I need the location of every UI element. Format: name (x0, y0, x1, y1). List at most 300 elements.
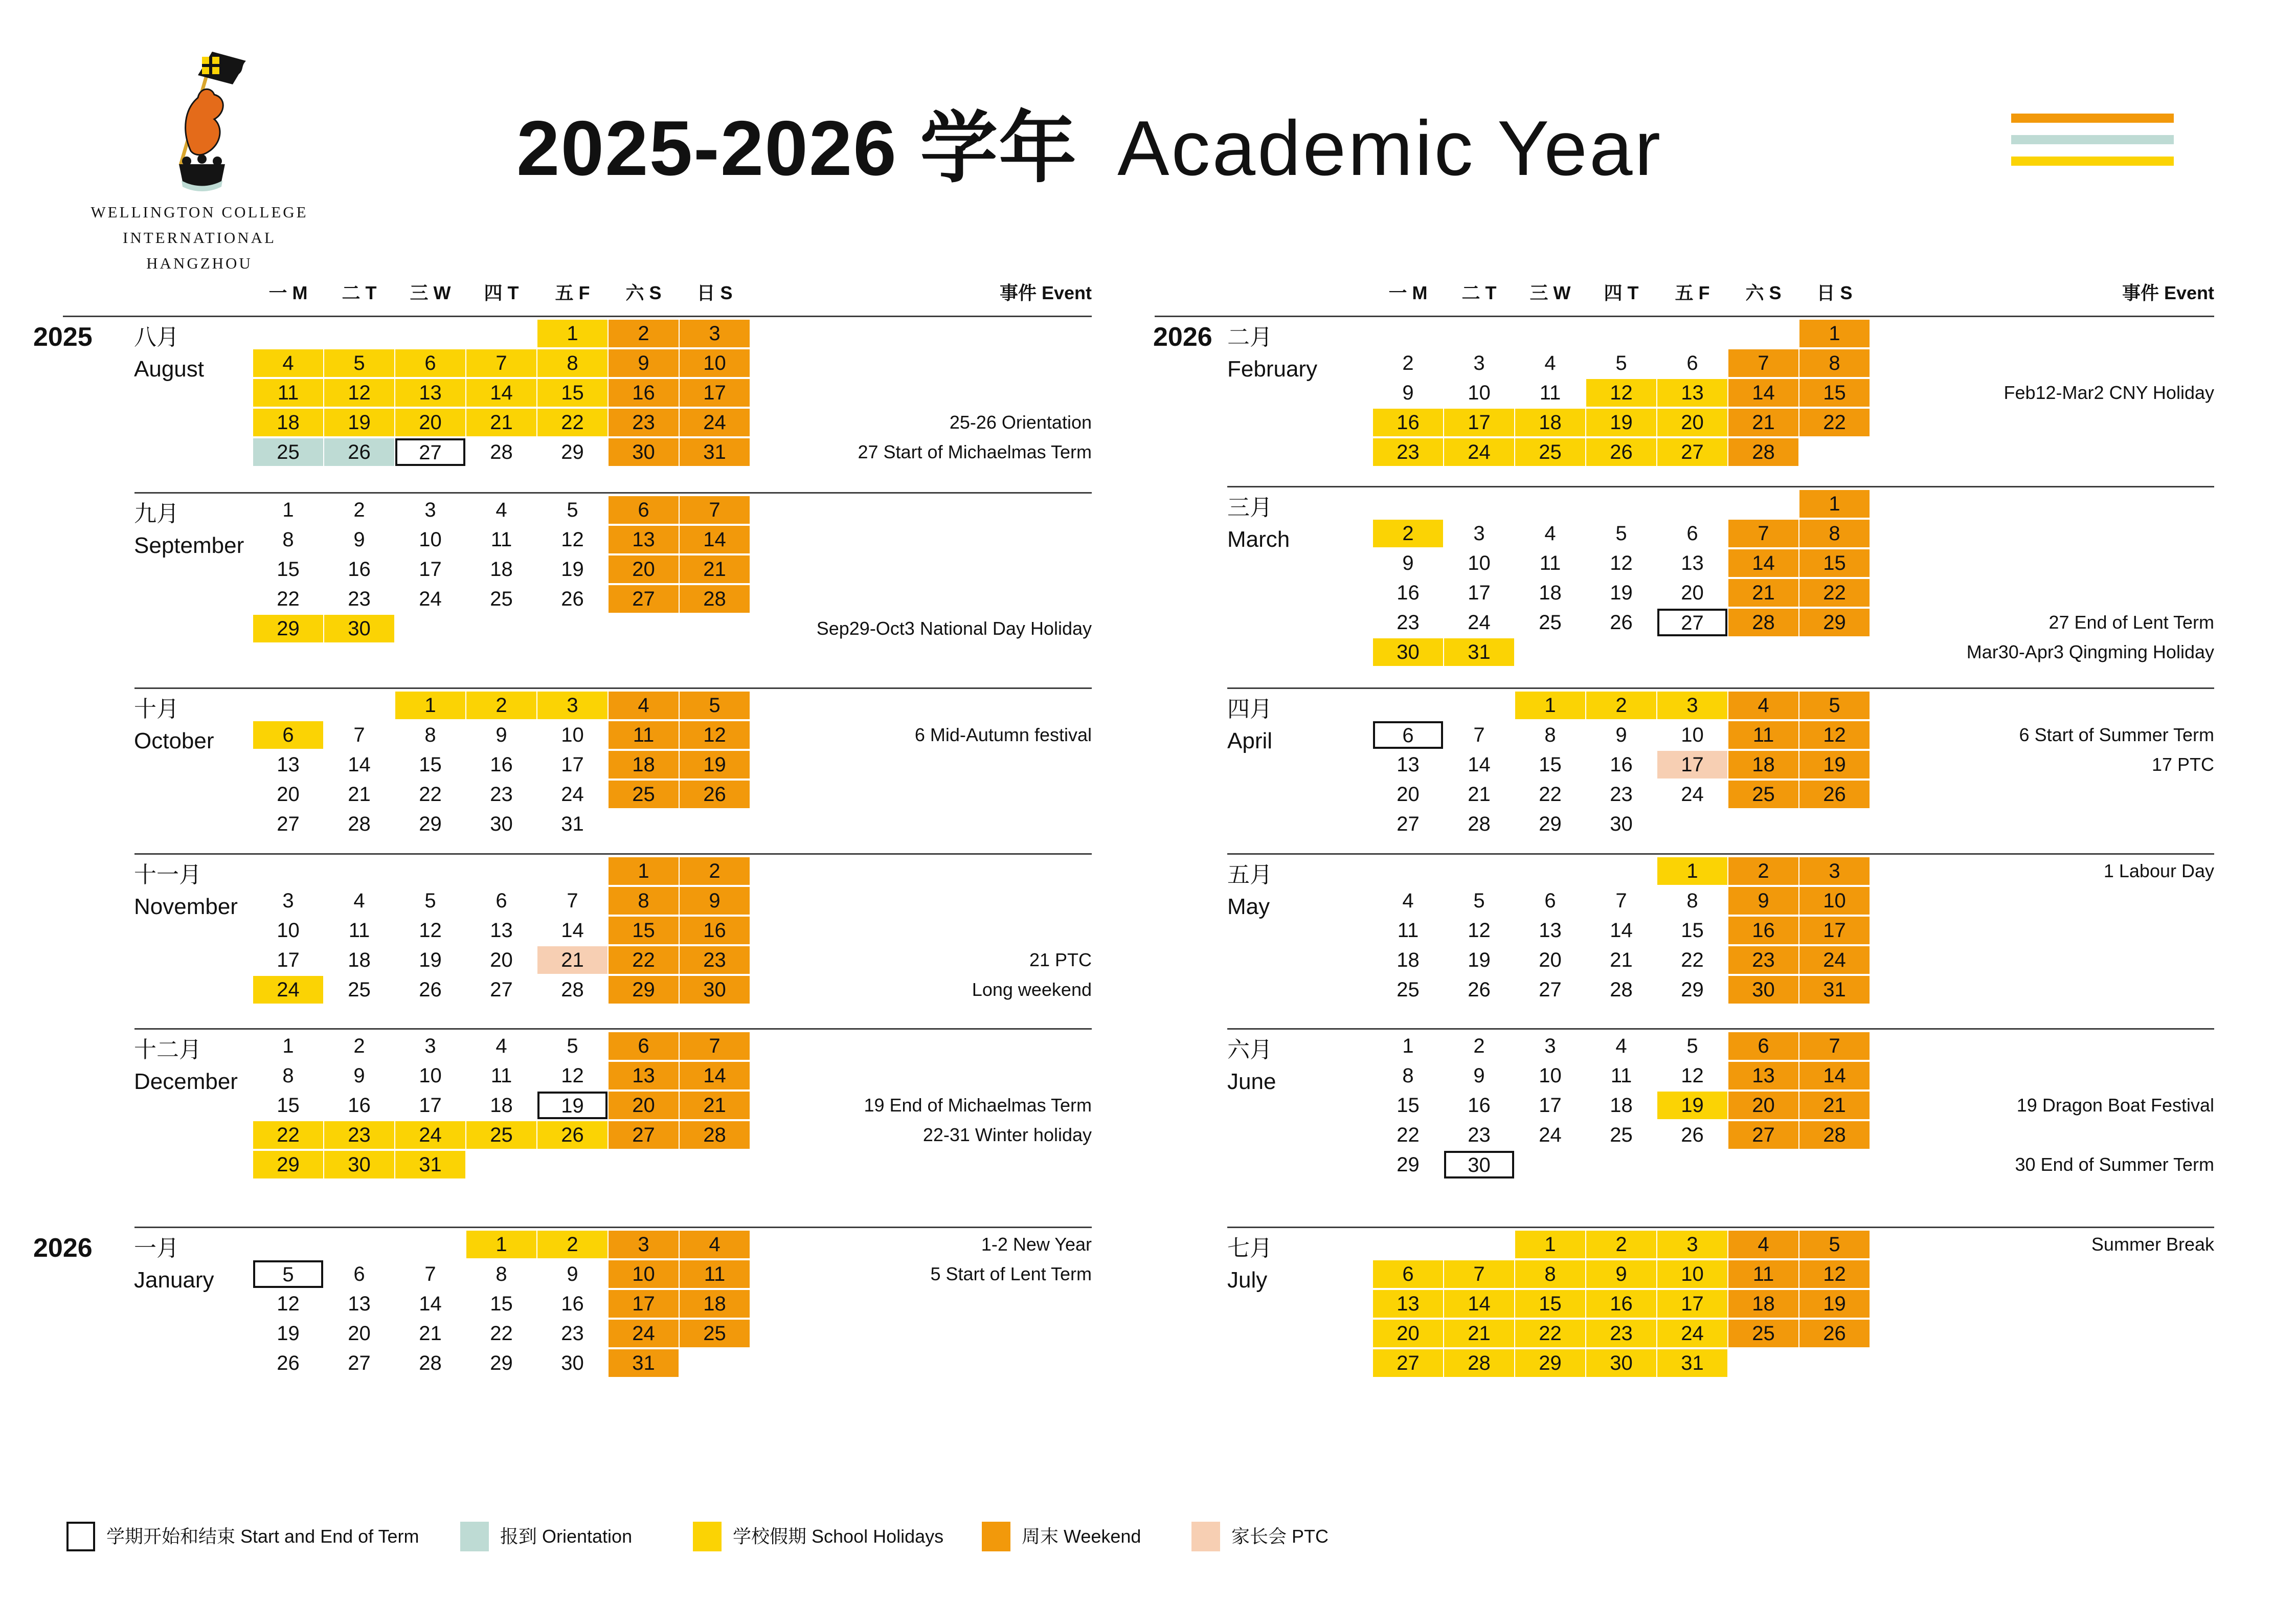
day-cell-2025-10-20: 20 (277, 783, 300, 806)
month-separator-2025-09 (134, 492, 1092, 494)
day-cell-2025-10-31: 31 (561, 813, 584, 835)
day-cell-2025-11-19: 19 (419, 949, 442, 971)
day-cell-2026-01-16: 16 (561, 1293, 584, 1315)
day-cell-2026-05-28: 28 (1610, 978, 1633, 1001)
page-title-cn: 2025-2026 学年 (516, 105, 1078, 192)
month-name-en-2025-11: November (134, 894, 238, 919)
day-cell-2026-04-15: 15 (1539, 753, 1562, 776)
year-label-2026: 2026 (33, 1233, 93, 1263)
day-cell-2026-04-27: 27 (1397, 813, 1420, 835)
day-cell-2026-06-13: 13 (1728, 1062, 1798, 1089)
day-cell-2026-05-20: 20 (1539, 949, 1562, 971)
day-cell-2026-07-13: 13 (1373, 1290, 1443, 1318)
day-cell-2026-06-1: 1 (1402, 1035, 1414, 1057)
day-cell-2026-07-24: 24 (1657, 1320, 1727, 1347)
month-name-cjk-2025-10: 十月 (134, 697, 179, 722)
day-cell-2026-05-13: 13 (1539, 919, 1562, 942)
day-cell-2026-05-10: 10 (1799, 887, 1870, 915)
day-cell-2026-01-3: 3 (609, 1231, 679, 1258)
day-cell-2026-05-6: 6 (1544, 889, 1556, 912)
day-cell-2025-09-14: 14 (680, 526, 750, 553)
day-cell-2026-03-28: 28 (1728, 609, 1798, 636)
day-cell-2025-08-20: 20 (395, 409, 465, 436)
day-cell-2025-11-13: 13 (490, 919, 513, 942)
month-name-en-2026-06: June (1227, 1069, 1276, 1094)
day-cell-2026-05-27: 27 (1539, 978, 1562, 1001)
weekday-header-left-3: 四 T (484, 282, 519, 303)
day-cell-2025-11-12: 12 (419, 919, 442, 942)
day-cell-2025-12-25: 25 (466, 1121, 536, 1149)
brand-stripe-orange (2011, 114, 2174, 123)
day-cell-2026-07-2: 2 (1586, 1231, 1656, 1258)
month-separator-2025-11 (134, 853, 1092, 855)
day-cell-2026-02-13: 13 (1657, 379, 1727, 407)
day-cell-2025-11-16: 16 (680, 917, 750, 944)
day-cell-2025-12-3: 3 (424, 1035, 436, 1057)
day-cell-2026-03-2: 2 (1373, 520, 1443, 547)
day-cell-2025-10-14: 14 (348, 753, 371, 776)
weekday-header-left-4: 五 F (555, 282, 590, 303)
day-cell-2026-04-19: 19 (1799, 751, 1870, 778)
day-cell-2026-04-21: 21 (1468, 783, 1491, 806)
day-cell-2026-03-24: 24 (1468, 611, 1491, 634)
day-cell-2025-12-13: 13 (609, 1062, 679, 1089)
day-cell-2025-09-15: 15 (277, 558, 300, 581)
day-cell-2026-04-30: 30 (1610, 813, 1633, 835)
day-cell-2025-10-17: 17 (561, 753, 584, 776)
day-cell-2026-01-12: 12 (277, 1293, 300, 1315)
day-cell-2026-02-5: 5 (1615, 352, 1627, 374)
day-cell-2025-08-4: 4 (253, 349, 323, 377)
day-cell-2025-11-6: 6 (496, 889, 507, 912)
day-cell-2026-05-17: 17 (1799, 917, 1870, 944)
event-text-2026-05-0: 1 Labour Day (2103, 860, 2214, 881)
day-cell-2025-12-19: 19 (537, 1092, 607, 1119)
event-text-2026-07-0: Summer Break (2091, 1234, 2214, 1255)
day-cell-2026-07-18: 18 (1728, 1290, 1798, 1318)
day-cell-2026-03-18: 18 (1539, 582, 1562, 604)
day-cell-2026-05-31: 31 (1799, 976, 1870, 1004)
day-cell-2026-06-12: 12 (1681, 1064, 1704, 1087)
day-cell-2025-08-24: 24 (680, 409, 750, 436)
day-cell-2025-11-30: 30 (680, 976, 750, 1004)
event-text-2025-11-1: Long weekend (972, 979, 1092, 1000)
day-cell-2026-07-1: 1 (1515, 1231, 1585, 1258)
weekday-header-right-1: 二 T (1461, 282, 1497, 303)
month-name-en-2026-01: January (134, 1267, 214, 1293)
event-text-2026-06-0: 19 Dragon Boat Festival (2016, 1095, 2214, 1116)
event-text-2026-03-1: Mar30-Apr3 Qingming Holiday (1966, 641, 2214, 662)
month-separator-2025-10 (134, 687, 1092, 689)
event-text-2026-03-0: 27 End of Lent Term (2049, 612, 2214, 633)
day-cell-2026-06-8: 8 (1402, 1064, 1414, 1087)
legend-label-holiday: 学校假期 School Holidays (733, 1526, 944, 1547)
day-cell-2025-09-11: 11 (490, 528, 512, 551)
lion-shape (186, 89, 223, 154)
day-cell-2025-10-23: 23 (490, 783, 513, 806)
day-cell-2026-05-16: 16 (1728, 917, 1798, 944)
day-cell-2026-06-21: 21 (1799, 1092, 1870, 1119)
day-cell-2025-08-17: 17 (680, 379, 750, 407)
day-cell-2026-05-26: 26 (1468, 978, 1491, 1001)
event-text-2025-10-0: 6 Mid-Autumn festival (914, 724, 1092, 745)
day-cell-2026-07-22: 22 (1515, 1320, 1585, 1347)
day-cell-2025-08-29: 29 (561, 441, 584, 463)
day-cell-2026-07-16: 16 (1586, 1290, 1656, 1318)
day-cell-2026-06-16: 16 (1468, 1094, 1491, 1117)
weekday-header-right-5: 六 S (1745, 282, 1782, 303)
day-cell-2026-02-23: 23 (1373, 438, 1443, 466)
day-cell-2025-11-29: 29 (609, 976, 679, 1004)
year-label-2026: 2026 (1153, 322, 1212, 352)
day-cell-2026-02-26: 26 (1586, 438, 1656, 466)
day-cell-2025-08-11: 11 (253, 379, 323, 407)
event-text-2026-04-0: 6 Start of Summer Term (2019, 724, 2214, 745)
day-cell-2025-11-9: 9 (680, 887, 750, 915)
day-cell-2026-06-14: 14 (1799, 1062, 1870, 1089)
day-cell-2025-09-27: 27 (609, 585, 679, 613)
legend-label-term: 学期开始和结束 Start and End of Term (106, 1526, 419, 1547)
day-cell-2025-11-21: 21 (537, 946, 607, 974)
day-cell-2026-05-3: 3 (1799, 857, 1870, 885)
day-cell-2026-06-17: 17 (1539, 1094, 1562, 1117)
day-cell-2026-04-26: 26 (1799, 781, 1870, 808)
weekday-header-left-2: 三 W (410, 282, 451, 303)
day-cell-2025-10-1: 1 (395, 692, 465, 719)
day-cell-2026-03-19: 19 (1610, 582, 1633, 604)
page-title (516, 86, 1662, 197)
day-cell-2025-11-26: 26 (419, 978, 442, 1001)
day-cell-2025-12-11: 11 (490, 1064, 512, 1087)
day-cell-2025-09-10: 10 (419, 528, 442, 551)
day-cell-2026-07-5: 5 (1799, 1231, 1870, 1258)
day-cell-2026-04-8: 8 (1544, 724, 1556, 746)
day-cell-2026-07-21: 21 (1444, 1320, 1514, 1347)
day-cell-2025-12-1: 1 (282, 1035, 294, 1057)
day-cell-2026-02-16: 16 (1373, 409, 1443, 436)
day-cell-2026-03-16: 16 (1397, 582, 1420, 604)
day-cell-2026-04-20: 20 (1397, 783, 1420, 806)
day-cell-2026-02-11: 11 (1539, 382, 1561, 404)
day-cell-2025-08-13: 13 (395, 379, 465, 407)
day-cell-2025-12-14: 14 (680, 1062, 750, 1089)
day-cell-2025-12-23: 23 (324, 1121, 394, 1149)
month-name-cjk-2025-08: 八月 (134, 325, 179, 350)
day-cell-2026-04-24: 24 (1681, 783, 1704, 806)
month-name-en-2025-12: December (134, 1069, 238, 1094)
day-cell-2026-01-9: 9 (567, 1263, 578, 1285)
day-cell-2026-07-26: 26 (1799, 1320, 1870, 1347)
day-cell-2026-07-30: 30 (1586, 1349, 1656, 1377)
day-cell-2026-07-19: 19 (1799, 1290, 1870, 1318)
day-cell-2025-11-17: 17 (277, 949, 300, 971)
day-cell-2025-10-22: 22 (419, 783, 442, 806)
weekday-header-left-1: 二 T (342, 282, 377, 303)
day-cell-2025-08-10: 10 (680, 349, 750, 377)
month-name-cjk-2025-11: 十一月 (134, 862, 201, 887)
day-cell-2026-01-14: 14 (419, 1293, 442, 1315)
day-cell-2026-07-23: 23 (1586, 1320, 1656, 1347)
month-name-en-2026-07: July (1227, 1267, 1268, 1293)
day-cell-2026-03-12: 12 (1610, 552, 1633, 574)
day-cell-2025-08-8: 8 (537, 349, 607, 377)
day-cell-2026-04-18: 18 (1728, 751, 1798, 778)
day-cell-2025-09-20: 20 (609, 555, 679, 583)
day-cell-2025-08-30: 30 (609, 438, 679, 466)
day-cell-2025-11-24: 24 (253, 976, 323, 1004)
day-cell-2025-10-28: 28 (348, 813, 371, 835)
day-cell-2026-04-13: 13 (1397, 753, 1420, 776)
weekday-header-right-3: 四 T (1604, 282, 1639, 303)
day-cell-2025-11-5: 5 (424, 889, 436, 912)
day-cell-2026-04-22: 22 (1539, 783, 1562, 806)
day-cell-2026-06-4: 4 (1615, 1035, 1627, 1057)
month-separator-2026-02 (1155, 316, 2214, 317)
day-cell-2026-04-5: 5 (1799, 692, 1870, 719)
day-cell-2025-10-5: 5 (680, 692, 750, 719)
day-cell-2025-12-28: 28 (680, 1121, 750, 1149)
weekday-header-left-6: 日 S (696, 282, 733, 303)
day-cell-2026-02-19: 19 (1586, 409, 1656, 436)
day-cell-2025-09-29: 29 (253, 615, 323, 642)
day-cell-2026-07-3: 3 (1657, 1231, 1727, 1258)
day-cell-2026-06-11: 11 (1610, 1064, 1632, 1087)
day-cell-2026-01-26: 26 (277, 1352, 300, 1374)
day-cell-2026-03-13: 13 (1681, 552, 1704, 574)
day-cell-2026-03-29: 29 (1799, 609, 1870, 636)
day-cell-2025-11-4: 4 (353, 889, 365, 912)
day-cell-2026-02-22: 22 (1799, 409, 1870, 436)
event-text-2025-09-0: Sep29-Oct3 National Day Holiday (816, 618, 1092, 639)
month-name-cjk-2025-12: 十二月 (134, 1037, 201, 1062)
day-cell-2025-10-11: 11 (609, 721, 679, 749)
day-cell-2025-09-3: 3 (424, 499, 436, 521)
day-cell-2026-03-27: 27 (1657, 609, 1727, 636)
day-cell-2025-12-15: 15 (277, 1094, 300, 1117)
day-cell-2025-11-18: 18 (348, 949, 371, 971)
event-text-2026-01-1: 5 Start of Lent Term (930, 1263, 1092, 1284)
day-cell-2026-06-3: 3 (1544, 1035, 1556, 1057)
day-cell-2026-01-28: 28 (419, 1352, 442, 1374)
day-cell-2026-03-31: 31 (1444, 638, 1514, 666)
day-cell-2026-02-27: 27 (1657, 438, 1727, 466)
day-cell-2026-04-4: 4 (1728, 692, 1798, 719)
day-cell-2026-04-9: 9 (1615, 724, 1627, 746)
day-cell-2026-05-7: 7 (1615, 889, 1627, 912)
day-cell-2026-02-28: 28 (1728, 438, 1798, 466)
month-separator-2026-05 (1227, 853, 2214, 855)
day-cell-2025-10-6: 6 (253, 721, 323, 749)
day-cell-2025-12-29: 29 (253, 1151, 323, 1178)
month-separator-2026-01 (134, 1227, 1092, 1228)
brand-stripe-teal (2011, 135, 2174, 144)
legend-label-ptc: 家长会 PTC (1231, 1526, 1329, 1547)
day-cell-2026-05-22: 22 (1681, 949, 1704, 971)
day-cell-2026-01-10: 10 (609, 1260, 679, 1288)
day-cell-2025-10-16: 16 (490, 753, 513, 776)
day-cell-2026-02-9: 9 (1402, 382, 1414, 404)
day-cell-2026-03-9: 9 (1402, 552, 1414, 574)
day-cell-2026-06-5: 5 (1686, 1035, 1698, 1057)
day-cell-2026-06-9: 9 (1473, 1064, 1485, 1087)
day-cell-2025-08-21: 21 (466, 409, 536, 436)
day-cell-2026-01-23: 23 (561, 1322, 584, 1345)
day-cell-2025-10-12: 12 (680, 721, 750, 749)
day-cell-2026-03-7: 7 (1728, 520, 1798, 547)
day-cell-2025-09-2: 2 (353, 499, 365, 521)
day-cell-2026-05-19: 19 (1468, 949, 1491, 971)
day-cell-2025-08-18: 18 (253, 409, 323, 436)
month-name-cjk-2026-04: 四月 (1227, 697, 1272, 722)
brand-stripe-yellow (2011, 157, 2174, 166)
day-cell-2025-12-9: 9 (353, 1064, 365, 1087)
day-cell-2025-12-7: 7 (680, 1032, 750, 1060)
day-cell-2025-09-19: 19 (561, 558, 584, 581)
day-cell-2026-02-8: 8 (1799, 349, 1870, 377)
day-cell-2026-01-15: 15 (490, 1293, 513, 1315)
day-cell-2025-12-8: 8 (282, 1064, 294, 1087)
day-cell-2026-06-10: 10 (1539, 1064, 1562, 1087)
day-cell-2026-07-15: 15 (1515, 1290, 1585, 1318)
day-cell-2026-07-10: 10 (1657, 1260, 1727, 1288)
day-cell-2026-07-6: 6 (1373, 1260, 1443, 1288)
day-cell-2025-08-2: 2 (609, 320, 679, 347)
day-cell-2026-02-17: 17 (1444, 409, 1514, 436)
day-cell-2026-02-12: 12 (1586, 379, 1656, 407)
day-cell-2025-08-5: 5 (324, 349, 394, 377)
day-cell-2025-09-30: 30 (324, 615, 394, 642)
day-cell-2025-12-22: 22 (253, 1121, 323, 1149)
day-cell-2026-02-6: 6 (1686, 352, 1698, 374)
day-cell-2026-01-6: 6 (353, 1263, 365, 1285)
day-cell-2025-10-9: 9 (496, 724, 507, 746)
day-cell-2026-02-18: 18 (1515, 409, 1585, 436)
day-cell-2026-06-26: 26 (1681, 1124, 1704, 1146)
day-cell-2026-06-18: 18 (1610, 1094, 1633, 1117)
day-cell-2026-06-28: 28 (1799, 1121, 1870, 1149)
school-name (77, 199, 322, 276)
day-cell-2026-03-23: 23 (1397, 611, 1420, 634)
day-cell-2026-04-7: 7 (1473, 724, 1485, 746)
month-name-en-2025-08: August (134, 357, 204, 382)
day-cell-2026-07-11: 11 (1728, 1260, 1798, 1288)
event-text-2025-12-1: 22-31 Winter holiday (922, 1124, 1092, 1145)
day-cell-2026-05-23: 23 (1728, 946, 1798, 974)
day-cell-2025-09-4: 4 (496, 499, 507, 521)
day-cell-2026-06-20: 20 (1728, 1092, 1798, 1119)
day-cell-2025-12-20: 20 (609, 1092, 679, 1119)
day-cell-2025-12-24: 24 (395, 1121, 465, 1149)
day-cell-2026-01-4: 4 (680, 1231, 750, 1258)
day-cell-2025-08-3: 3 (680, 320, 750, 347)
legend-swatch-weekend (982, 1522, 1010, 1551)
day-cell-2025-09-6: 6 (609, 496, 679, 524)
day-cell-2025-10-7: 7 (353, 724, 365, 746)
day-cell-2026-06-15: 15 (1397, 1094, 1420, 1117)
day-cell-2025-08-7: 7 (466, 349, 536, 377)
day-cell-2026-04-3: 3 (1657, 692, 1727, 719)
day-cell-2026-02-25: 25 (1515, 438, 1585, 466)
weekday-header-left-5: 六 S (625, 282, 662, 303)
day-cell-2026-04-6: 6 (1373, 721, 1443, 749)
day-cell-2025-12-6: 6 (609, 1032, 679, 1060)
day-cell-2026-03-15: 15 (1799, 549, 1870, 577)
day-cell-2025-08-28: 28 (490, 441, 513, 463)
day-cell-2026-01-20: 20 (348, 1322, 371, 1345)
day-cell-2025-11-14: 14 (561, 919, 584, 942)
legend-swatch-term (66, 1522, 95, 1551)
day-cell-2026-04-2: 2 (1586, 692, 1656, 719)
day-cell-2025-11-22: 22 (609, 946, 679, 974)
day-cell-2026-01-1: 1 (466, 1231, 536, 1258)
event-text-2025-08-1: 27 Start of Michaelmas Term (858, 441, 1092, 462)
day-cell-2025-08-12: 12 (324, 379, 394, 407)
day-cell-2026-03-11: 11 (1539, 552, 1561, 574)
day-cell-2026-04-1: 1 (1515, 692, 1585, 719)
day-cell-2026-06-23: 23 (1468, 1124, 1491, 1146)
day-cell-2025-12-26: 26 (537, 1121, 607, 1149)
day-cell-2026-04-14: 14 (1468, 753, 1491, 776)
legend-swatch-holiday (693, 1522, 722, 1551)
day-cell-2026-07-12: 12 (1799, 1260, 1870, 1288)
day-cell-2025-12-18: 18 (490, 1094, 513, 1117)
day-cell-2026-05-2: 2 (1728, 857, 1798, 885)
event-text-2026-06-1: 30 End of Summer Term (2015, 1154, 2214, 1175)
month-name-cjk-2026-03: 三月 (1227, 495, 1272, 520)
day-cell-2025-12-27: 27 (609, 1121, 679, 1149)
weekday-header-right-0: 一 M (1388, 282, 1428, 303)
day-cell-2026-01-31: 31 (609, 1349, 679, 1377)
event-text-2026-04-1: 17 PTC (2151, 754, 2214, 775)
day-cell-2026-01-19: 19 (277, 1322, 300, 1345)
day-cell-2025-11-15: 15 (609, 917, 679, 944)
day-cell-2026-06-19: 19 (1657, 1092, 1727, 1119)
day-cell-2026-05-30: 30 (1728, 976, 1798, 1004)
day-cell-2025-09-25: 25 (490, 588, 513, 610)
day-cell-2025-08-23: 23 (609, 409, 679, 436)
day-cell-2026-06-7: 7 (1799, 1032, 1870, 1060)
day-cell-2026-01-17: 17 (609, 1290, 679, 1318)
day-cell-2026-03-14: 14 (1728, 549, 1798, 577)
day-cell-2026-06-30: 30 (1444, 1151, 1514, 1178)
day-cell-2026-05-9: 9 (1728, 887, 1798, 915)
day-cell-2025-09-16: 16 (348, 558, 371, 581)
day-cell-2026-02-14: 14 (1728, 379, 1798, 407)
day-cell-2026-03-25: 25 (1539, 611, 1562, 634)
year-label-2025: 2025 (33, 322, 93, 352)
month-name-en-2026-05: May (1227, 894, 1270, 919)
day-cell-2025-12-16: 16 (348, 1094, 371, 1117)
day-cell-2025-08-15: 15 (537, 379, 607, 407)
day-cell-2025-08-25: 25 (253, 438, 323, 466)
day-cell-2025-09-13: 13 (609, 526, 679, 553)
day-cell-2026-05-1: 1 (1657, 857, 1727, 885)
day-cell-2025-10-29: 29 (419, 813, 442, 835)
day-cell-2026-01-24: 24 (609, 1320, 679, 1347)
day-cell-2025-12-10: 10 (419, 1064, 442, 1087)
day-cell-2025-12-2: 2 (353, 1035, 365, 1057)
day-cell-2025-10-25: 25 (609, 781, 679, 808)
day-cell-2025-10-8: 8 (424, 724, 436, 746)
month-name-cjk-2026-01: 一月 (134, 1236, 179, 1261)
day-cell-2026-03-8: 8 (1799, 520, 1870, 547)
day-cell-2026-01-13: 13 (348, 1293, 371, 1315)
day-cell-2026-02-3: 3 (1473, 352, 1485, 374)
day-cell-2026-01-5: 5 (253, 1260, 323, 1288)
day-cell-2026-03-26: 26 (1610, 611, 1633, 634)
day-cell-2026-05-12: 12 (1468, 919, 1491, 942)
day-cell-2025-09-23: 23 (348, 588, 371, 610)
